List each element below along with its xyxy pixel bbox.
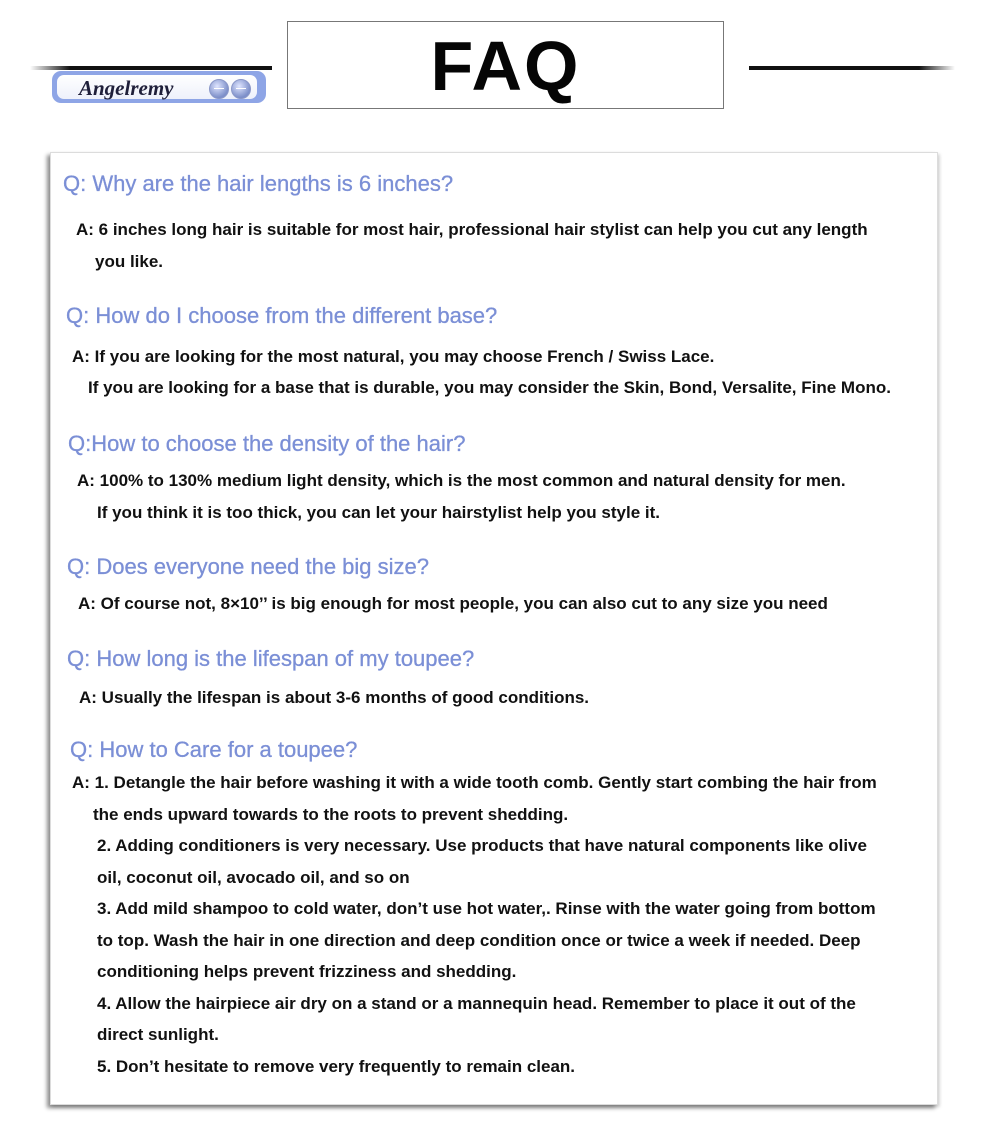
faq-answer-6-line-6: to top. Wash the hair in one direction and deep condition once or twice a week if needed. Deep <box>97 931 861 950</box>
faq-question-6: Q: How to Care for a toupee? <box>70 737 358 762</box>
faq-answer-3-line-1: A: 100% to 130% medium light density, which is the most common and natural density for men. <box>77 471 846 490</box>
faq-answer-6-line-3: 2. Adding conditioners is very necessary. Use products that have natural components like olive <box>97 836 867 855</box>
faq-question-2: Q: How do I choose from the different base? <box>66 303 498 328</box>
faq-answer-6-line-9: direct sunlight. <box>97 1025 219 1044</box>
faq-answer-6-line-5: 3. Add mild shampoo to cold water, don’t use hot water,. Rinse with the water going from bottom <box>97 899 876 918</box>
faq-answer-4-line-1: A: Of course not, 8×10’’ is big enough for most people, you can also cut to any size you need <box>78 594 828 613</box>
brand-name: Angelremy <box>79 76 174 100</box>
faq-question-3: Q:How to choose the density of the hair? <box>68 431 466 456</box>
faq-question-5: Q: How long is the lifespan of my toupee? <box>67 646 475 671</box>
brand-badge-inner <box>57 75 257 99</box>
globe-icon <box>209 79 229 99</box>
title-box <box>287 21 724 109</box>
faq-answer-1-line-2: you like. <box>95 252 164 271</box>
faq-answer-6-line-1: A: 1. Detangle the hair before washing it with a wide tooth comb. Gently start combing the hair from <box>72 773 877 792</box>
faq-answer-6-line-7: conditioning helps prevent frizziness and shedding. <box>97 962 517 981</box>
faq-question-4: Q: Does everyone need the big size? <box>67 554 430 579</box>
search-icon <box>231 79 251 99</box>
faq-answer-2-line-2: If you are looking for a base that is durable, you may consider the Skin, Bond, Versalite, Fine Mono. <box>88 378 891 397</box>
faq-answer-2-line-1: A: If you are looking for the most natural, you may choose French / Swiss Lace. <box>72 347 715 366</box>
header-rule-left <box>30 66 272 70</box>
faq-answer-6-line-8: 4. Allow the hairpiece air dry on a stand or a mannequin head. Remember to place it out of the <box>97 994 856 1013</box>
faq-answer-1-line-1: A: 6 inches long hair is suitable for most hair, professional hair stylist can help you cut any length <box>76 220 868 239</box>
faq-panel <box>50 152 938 1105</box>
faq-answer-5-line-1: A: Usually the lifespan is about 3-6 months of good conditions. <box>79 688 590 707</box>
faq-question-1: Q: Why are the hair lengths is 6 inches? <box>63 171 454 196</box>
header-rule-right <box>749 66 955 70</box>
brand-badge <box>52 71 266 103</box>
faq-answer-6-line-10: 5. Don’t hesitate to remove very frequently to remain clean. <box>97 1057 576 1076</box>
faq-answer-6-line-2: the ends upward towards to the roots to prevent shedding. <box>93 805 569 824</box>
faq-answer-3-line-2: If you think it is too thick, you can let your hairstylist help you style it. <box>97 503 660 522</box>
faq-answer-6-line-4: oil, coconut oil, avocado oil, and so on <box>97 868 410 887</box>
page-title: FAQ <box>430 27 581 105</box>
